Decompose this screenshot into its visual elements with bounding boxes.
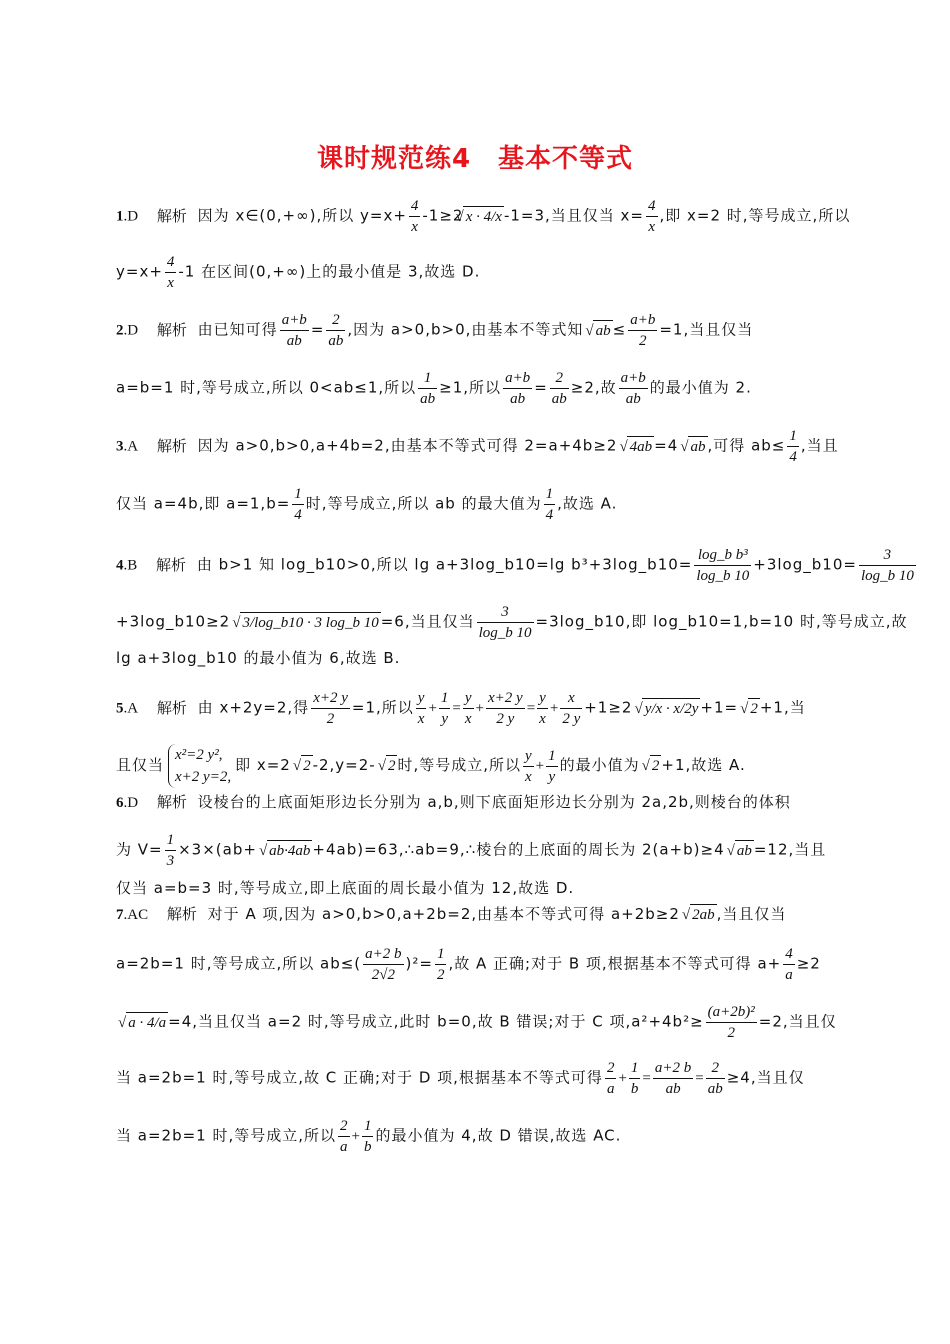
fraction: $\frac{4}{x}$ [410, 198, 419, 235]
q7-line2: a=2b=1 时,等号成立,所以 ab≤( $\frac{a+2 b}{2√2}$ )²= $\frac{1}{2}$ ,故 A 正确;对于 B 项,根据基本不等式可得 a+ $\frac{4}{a}$ ≥2 [116, 946, 821, 983]
q3-line2: 仅当 a=4b,即 a=1,b= $\frac{1}{4}$ 时,等号成立,所以 ab 的最大值为 $\frac{1}{4}$ ,故选 A. [116, 486, 618, 523]
q1-line2: y=x+ $\frac{4}{x}$ -1 在区间(0,+∞)上的最小值是 3,故选 D. [116, 254, 481, 291]
q2-line1: 2.D 解析 由已知可得 $\frac{a+b}{ab}$ = $\frac{2}{ab}$ ,因为 a>0,b>0,由基本不等式知√ ab ≤ $\frac{a+b}{2}$ =1,当且仅当 [116, 310, 838, 351]
q7-number: 7 [116, 907, 124, 923]
fraction: $\frac{4}{x}$ [648, 198, 656, 235]
q7-line3: √ a · 4/a =4,当且仅当 a=2 时,等号成立,此时 b=0,故 B 错误;对于 C 项,a²+4b²≥ $\frac{\text{(a+2b)²}}{2}$ =2,当且仅 [116, 1002, 838, 1043]
q1-line1: 1.D 解析 因为 x∈(0,+∞),所以 y=x+ $\frac{4}{x}$ -1≥2√ x · 4/x -1=3,当且仅当 x= $\frac{4}{x}$ ,即 x=2 时,等号成立,所以 [116, 196, 838, 237]
q1-answer: D [127, 208, 139, 225]
q2-number: 2 [116, 322, 124, 339]
q6-line3: 仅当 a=b=3 时,等号成立,即上底面的周长最小值为 12,故选 D. [116, 879, 575, 897]
equation-system: x²=2 y², x+2 y=2, [168, 744, 231, 788]
analysis-tag: 解析 [156, 206, 187, 225]
q4-number: 4 [116, 557, 124, 574]
q2-answer: D [127, 322, 139, 339]
q7-line4: 当 a=2b=1 时,等号成立,故 C 正确;对于 D 项,根据基本不等式可得 $\frac{2}{a}$ + $\frac{1}{b}$ = $\frac{a+2 b}{ab}$ = $\frac{2}{ab}$ ≥4,当且仅 [116, 1060, 805, 1097]
q6-answer: D [127, 795, 139, 811]
q1-number: 1 [116, 208, 124, 225]
page-title: 课时规范练4 基本不等式 [316, 144, 634, 174]
q3-answer: A [127, 438, 139, 455]
q2-line2: a=b=1 时,等号成立,所以 0<ab≤1,所以 $\frac{1}{ab}$ ≥1,所以 $\frac{a+b}{ab}$ = $\frac{2}{ab}$ ≥2,故 $\frac{a+b}{ab}$ 的最小值为 2. [116, 370, 752, 407]
fraction: $\frac{4}{x}$ [166, 254, 175, 291]
q6-line2: 为 V= $\frac{1}{3}$ ×3×(ab+√ ab·4ab +4ab)=63,∴ab=9,∴棱台的上底面的周长为 2(a+b)≥4√ ab =12,当且 [116, 830, 838, 871]
radical: √ x · 4/x [463, 206, 503, 227]
q5-line1: 5.A 解析 由 x+2y=2,得 $\frac{x+2 y}{2}$ =1,所以 $\frac{y}{x}$ + $\frac{1}{y}$ = $\frac{y}{x}$ + $\frac{x+2 y}{2 y}$ = $\frac{y}{x}$ + $\frac{x}{2 y}$ +1≥2√ y/x · x/2y +1=√ 2 +1,当 [116, 688, 838, 729]
q4-answer: B [127, 557, 138, 574]
q5-number: 5 [116, 700, 124, 717]
q7-line1: 7.AC 解析 对于 A 项,因为 a>0,b>0,a+2b=2,由基本不等式可得 a+2b≥2√ 2ab ,当且仅当 [116, 904, 838, 925]
q4-line3: lg a+3log_b10 的最小值为 6,故选 B. [116, 649, 401, 667]
q7-line5: 当 a=2b=1 时,等号成立,所以 $\frac{2}{a}$ + $\frac{1}{b}$ 的最小值为 4,故 D 错误,故选 AC. [116, 1118, 622, 1155]
q3-number: 3 [116, 438, 124, 455]
q5-answer: A [127, 700, 139, 717]
q7-answer: AC [127, 907, 149, 923]
q5-line2: 且仅当 x²=2 y², x+2 y=2, 即 x=2√ 2 -2,y=2-√ 2 时,等号成立,所以 $\frac{y}{x}$ + $\frac{1}{y}$ 的最小值为√ 2 +1,故选 A. [116, 744, 838, 788]
q4-line1: 4.B 解析 由 b>1 知 log_b10>0,所以 lg a+3log_b10=lg b³+3log_b10= $\frac{\text{log\_b b³}}{\log\_b 10}$ +3log_b10= $\frac{3}{\log\_b 10}$ [116, 547, 914, 584]
q4-line2: +3log_b10≥2√ 3/log_b10 · 3 log_b 10 =6,当且仅当 $\frac{3}{\log\_b 10}$ =3log_b10,即 log_b10=1,b=10 时,等号成立,故 [116, 602, 838, 643]
q6-line1: 6.D 解析 设棱台的上底面矩形边长分别为 a,b,则下底面矩形边长分别为 2a,2b,则棱台的体积 [116, 793, 791, 811]
q6-number: 6 [116, 795, 124, 811]
q3-line1: 3.A 解析 因为 a>0,b>0,a+4b=2,由基本不等式可得 2=a+4b≥2√ 4ab =4√ ab ,可得 ab≤ $\frac{1}{4}$ ,当且 [116, 426, 838, 467]
